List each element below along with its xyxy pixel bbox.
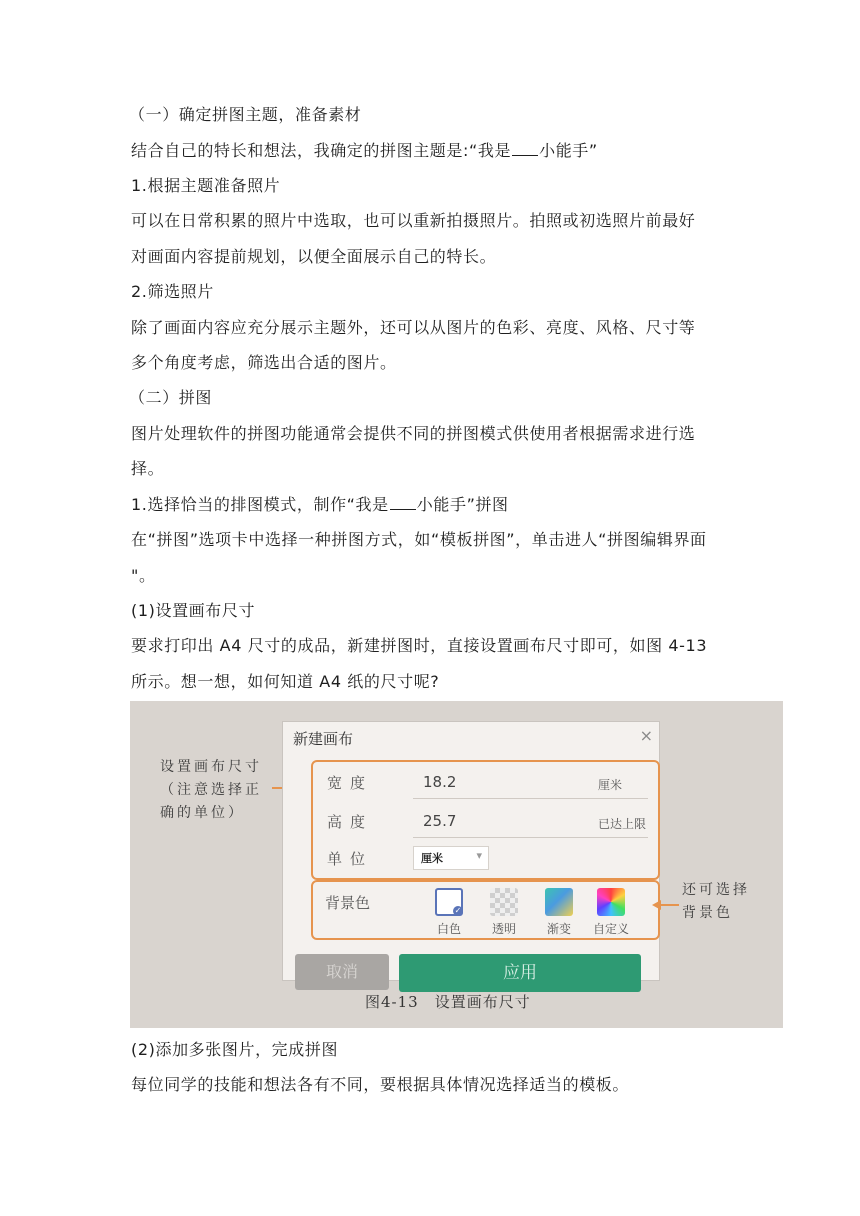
annotation-right <box>682 879 750 925</box>
swatch-gradient-label: 渐变 <box>547 922 572 936</box>
subheading-prepare-photos: 1.根据主题准备照片 <box>131 176 281 195</box>
swatch-transparent-label: 透明 <box>492 922 517 936</box>
paragraph-filter-1: 除了画面内容应充分展示主题外，还可以从图片的色彩、亮度、风格、尺寸等 <box>131 318 696 337</box>
unit-label: 单位 <box>327 850 374 868</box>
theme-text-b: 小能手” <box>539 141 598 160</box>
height-underline <box>413 837 648 838</box>
close-icon[interactable]: × <box>639 726 653 745</box>
cancel-button[interactable]: 取消 <box>295 954 389 990</box>
swatch-gradient[interactable] <box>545 888 573 916</box>
theme-text-a: 结合自己的特长和想法，我确定的拼图主题是:“我是 <box>131 141 512 160</box>
subheading-add-images: (2)添加多张图片，完成拼图 <box>131 1040 339 1059</box>
mode-text-a: 1.选择恰当的排图模式，制作“我是 <box>131 495 389 514</box>
height-input[interactable]: 25.7 <box>423 812 457 830</box>
height-limit-note: 已达上限 <box>598 817 647 831</box>
mode-text-b: 小能手”拼图 <box>416 495 509 514</box>
new-canvas-dialog <box>282 721 660 981</box>
unit-select[interactable] <box>413 846 489 870</box>
width-unit: 厘米 <box>598 778 623 792</box>
dialog-title: 新建画布 <box>293 730 354 748</box>
chevron-down-icon: ▾ <box>476 849 482 862</box>
section-heading-1: （一）确定拼图主题，准备素材 <box>129 105 362 124</box>
annotation-left-line-1: 设置画布尺寸 <box>160 759 262 775</box>
subheading-canvas-size: (1)设置画布尺寸 <box>131 601 256 620</box>
figure-4-13 <box>130 701 783 1028</box>
swatch-custom-label: 自定义 <box>593 922 630 936</box>
paragraph-prepare-2: 对画面内容提前规划，以便全面展示自己的特长。 <box>131 247 497 266</box>
annotation-right-line-1: 还可选择 <box>682 882 750 898</box>
subheading-filter-photos: 2.筛选照片 <box>131 282 214 301</box>
width-underline <box>413 798 648 799</box>
background-color-group <box>311 880 660 940</box>
swatch-white-label: 白色 <box>437 922 462 936</box>
annotation-left-line-3: 确的单位） <box>160 805 245 821</box>
paragraph-filter-2: 多个角度考虑，筛选出合适的图片。 <box>131 353 397 372</box>
paragraph-canvas-1: 要求打印出 A4 尺寸的成品，新建拼图时，直接设置画布尺寸即可，如图 4-13 <box>131 636 708 655</box>
apply-button[interactable]: 应用 <box>399 954 641 992</box>
annotation-right-line-2: 背景色 <box>682 905 733 921</box>
fill-blank-2 <box>390 495 416 510</box>
arrow-right-line <box>661 904 679 906</box>
width-label: 宽度 <box>327 774 374 792</box>
check-icon: ✓ <box>454 906 462 915</box>
paragraph-mode-1: 在“拼图”选项卡中选择一种拼图方式，如“模板拼图”，单击进人“拼图编辑界面 <box>131 530 707 549</box>
subheading-choose-mode <box>131 494 509 516</box>
fill-blank <box>512 141 538 156</box>
width-input[interactable]: 18.2 <box>423 773 457 791</box>
paragraph-prepare-1: 可以在日常积累的照片中选取，也可以重新拍摄照片。拍照或初选照片前最好 <box>131 211 696 230</box>
swatch-custom[interactable] <box>597 888 625 916</box>
paragraph-canvas-2: 所示。想一想，如何知道 A4 纸的尺寸呢? <box>131 672 440 691</box>
section-heading-2: （二）拼图 <box>129 388 213 407</box>
background-color-label: 背景色 <box>325 894 371 912</box>
annotation-left-line-2: （注意选择正 <box>160 782 262 798</box>
figure-caption: 图4-13 设置画布尺寸 <box>365 993 531 1011</box>
paragraph-theme <box>131 140 598 162</box>
arrow-right-head <box>652 900 661 910</box>
swatch-transparent[interactable] <box>490 888 518 916</box>
unit-select-value: 厘米 <box>421 852 443 865</box>
paragraph-puzzle-2: 择。 <box>131 459 165 478</box>
paragraph-puzzle-1: 图片处理软件的拼图功能通常会提供不同的拼图模式供使用者根据需求进行选 <box>131 424 696 443</box>
paragraph-add-images: 每位同学的技能和想法各有不同，要根据具体情况选择适当的模板。 <box>131 1075 630 1094</box>
paragraph-mode-2: "。 <box>131 566 156 585</box>
canvas-size-group <box>311 760 660 880</box>
annotation-left <box>160 756 262 825</box>
height-label: 高度 <box>327 813 374 831</box>
